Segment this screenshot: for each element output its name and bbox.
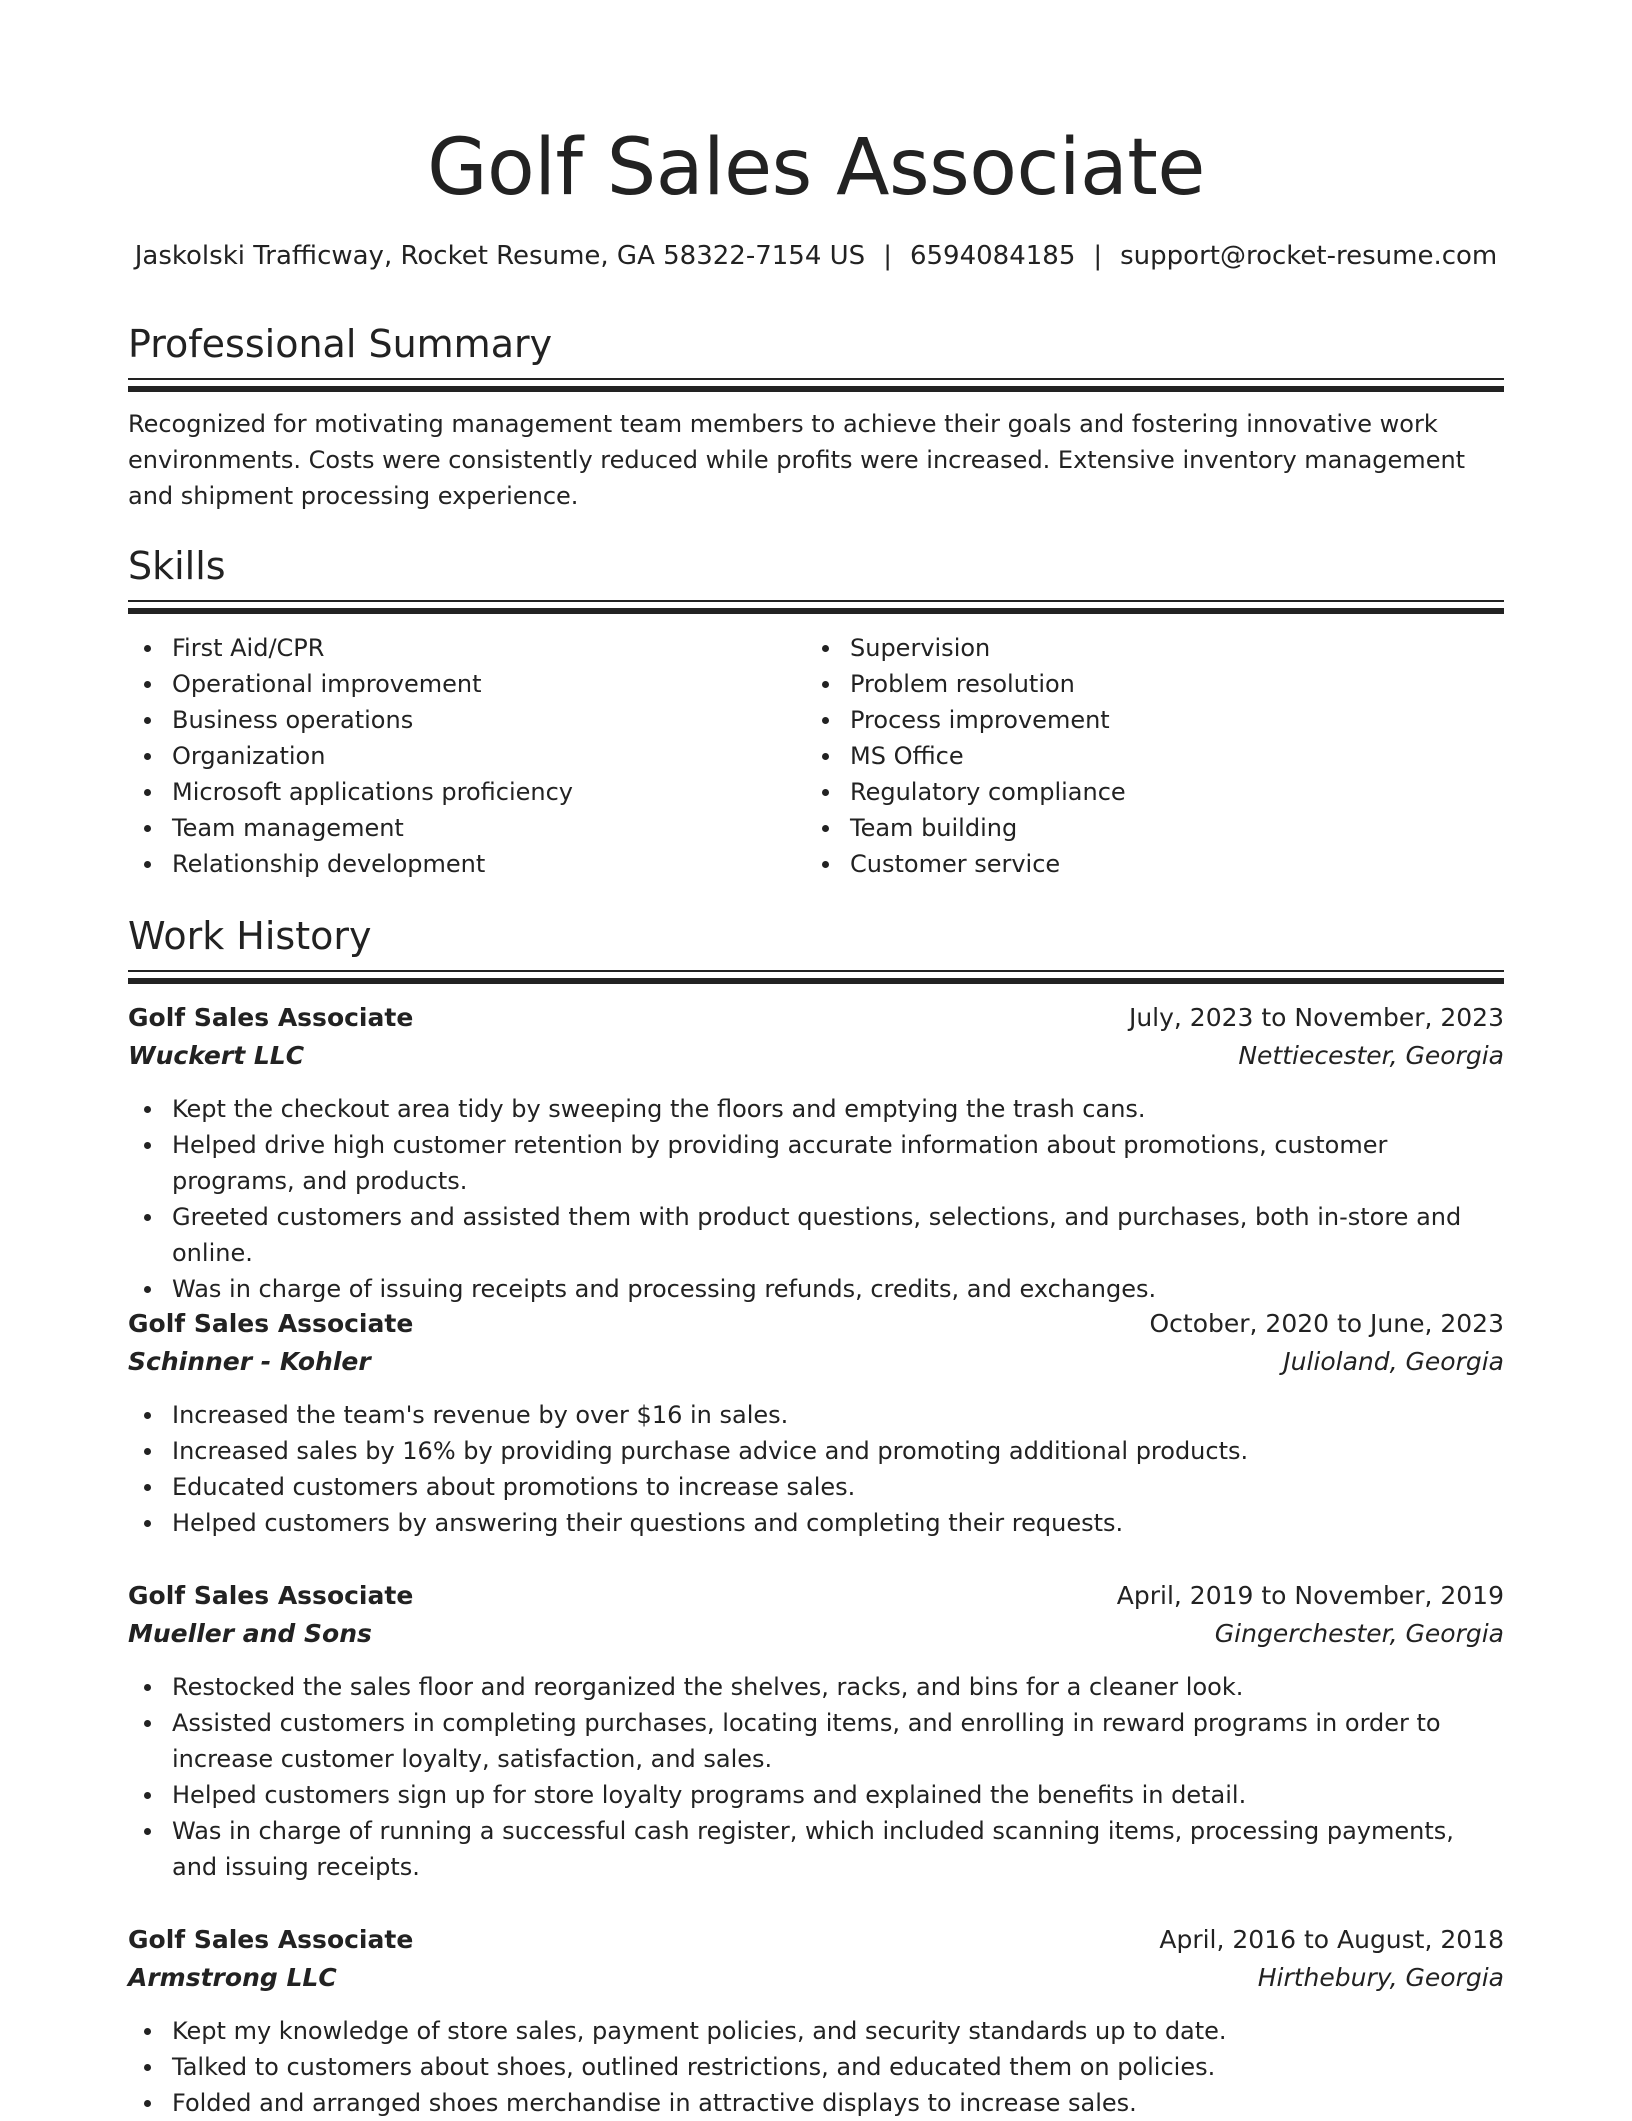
job-bullet: Increased the team's revenue by over $16 in sales. xyxy=(128,1397,1504,1433)
job-title: Golf Sales Associate xyxy=(128,1581,414,1610)
job-bullet: Educated customers about promotions to increase sales. xyxy=(128,1469,1504,1505)
job-entry xyxy=(128,1305,1504,1541)
job-entry xyxy=(128,1921,1504,2121)
skill-item: MS Office xyxy=(806,738,1466,774)
job-bullets xyxy=(128,1091,1504,1307)
job-company: Mueller and Sons xyxy=(128,1619,372,1648)
skill-item: Team building xyxy=(806,810,1466,846)
section-divider xyxy=(128,608,1504,614)
section-divider xyxy=(128,970,1504,972)
job-location: Gingerchester, Georgia xyxy=(1214,1619,1504,1648)
job-bullets xyxy=(128,1669,1504,1885)
job-bullet: Was in charge of running a successful cash register, which included scanning items, processing payments, and issuing receipts. xyxy=(128,1813,1504,1885)
contact-address: Jaskolski Trafficway, Rocket Resume, GA 58322-7154 US xyxy=(134,241,866,271)
section-divider xyxy=(128,386,1504,392)
skills-list-right xyxy=(806,630,1466,882)
skill-item: Organization xyxy=(128,738,788,774)
skill-item: Microsoft applications proficiency xyxy=(128,774,788,810)
summary-heading: Professional Summary xyxy=(128,322,553,366)
job-company: Wuckert LLC xyxy=(128,1041,305,1070)
job-bullet: Was in charge of issuing receipts and processing refunds, credits, and exchanges. xyxy=(128,1271,1504,1307)
job-bullet: Helped customers sign up for store loyalty programs and explained the benefits in detail. xyxy=(128,1777,1504,1813)
resume-title: Golf Sales Associate xyxy=(427,123,1205,213)
job-dates: October, 2020 to June, 2023 xyxy=(1149,1309,1504,1338)
job-company: Schinner - Kohler xyxy=(128,1347,371,1376)
skill-item: Supervision xyxy=(806,630,1466,666)
skill-item: Operational improvement xyxy=(128,666,788,702)
job-location: Nettiecester, Georgia xyxy=(1238,1041,1504,1070)
section-divider xyxy=(128,978,1504,984)
job-bullet: Kept my knowledge of store sales, payment policies, and security standards up to date. xyxy=(128,2013,1504,2049)
job-title: Golf Sales Associate xyxy=(128,1003,414,1032)
contact-separator: | xyxy=(883,241,892,271)
skills-heading: Skills xyxy=(128,544,226,588)
skill-item: Process improvement xyxy=(806,702,1466,738)
section-divider xyxy=(128,378,1504,380)
contact-email[interactable]: support@rocket-resume.com xyxy=(1120,241,1498,271)
job-bullets xyxy=(128,2013,1504,2121)
contact-line xyxy=(128,238,1504,274)
job-bullet: Folded and arranged shoes merchandise in attractive displays to increase sales. xyxy=(128,2085,1504,2121)
job-bullet: Greeted customers and assisted them with product questions, selections, and purchases, both in-store and online. xyxy=(128,1199,1504,1271)
job-dates: April, 2016 to August, 2018 xyxy=(1159,1925,1504,1954)
job-dates: April, 2019 to November, 2019 xyxy=(1116,1581,1504,1610)
job-bullet: Helped drive high customer retention by providing accurate information about promotions, customer programs, and products. xyxy=(128,1127,1504,1199)
skill-item: Team management xyxy=(128,810,788,846)
skills-list-left xyxy=(128,630,788,882)
job-location: Hirthebury, Georgia xyxy=(1257,1963,1504,1992)
work-heading: Work History xyxy=(128,914,372,958)
section-divider xyxy=(128,600,1504,602)
skill-item: Regulatory compliance xyxy=(806,774,1466,810)
job-bullet: Assisted customers in completing purchases, locating items, and enrolling in reward programs in order to increase customer loyalty, satisfaction, and sales. xyxy=(128,1705,1504,1777)
job-bullet: Talked to customers about shoes, outlined restrictions, and educated them on policies. xyxy=(128,2049,1504,2085)
job-company: Armstrong LLC xyxy=(128,1963,337,1992)
job-entry xyxy=(128,1577,1504,1885)
job-bullet: Helped customers by answering their questions and completing their requests. xyxy=(128,1505,1504,1541)
job-bullet: Kept the checkout area tidy by sweeping the floors and emptying the trash cans. xyxy=(128,1091,1504,1127)
job-dates: July, 2023 to November, 2023 xyxy=(1128,1003,1504,1032)
job-bullets xyxy=(128,1397,1504,1541)
job-bullet: Increased sales by 16% by providing purchase advice and promoting additional products. xyxy=(128,1433,1504,1469)
skill-item: First Aid/CPR xyxy=(128,630,788,666)
contact-phone: 6594084185 xyxy=(909,241,1076,271)
job-title: Golf Sales Associate xyxy=(128,1309,414,1338)
job-title: Golf Sales Associate xyxy=(128,1925,414,1954)
skill-item: Business operations xyxy=(128,702,788,738)
summary-text: Recognized for motivating management team members to achieve their goals and fostering innovative work environments. Costs were consistently reduced while profits were increased. Extensive inventory management and shipment processing experience. xyxy=(128,410,1466,510)
contact-separator: | xyxy=(1093,241,1103,271)
job-location: Julioland, Georgia xyxy=(1283,1347,1504,1376)
skill-item: Customer service xyxy=(806,846,1466,882)
job-bullet: Restocked the sales floor and reorganized the shelves, racks, and bins for a cleaner look. xyxy=(128,1669,1504,1705)
job-entry xyxy=(128,999,1504,1307)
skill-item: Relationship development xyxy=(128,846,788,882)
skill-item: Problem resolution xyxy=(806,666,1466,702)
